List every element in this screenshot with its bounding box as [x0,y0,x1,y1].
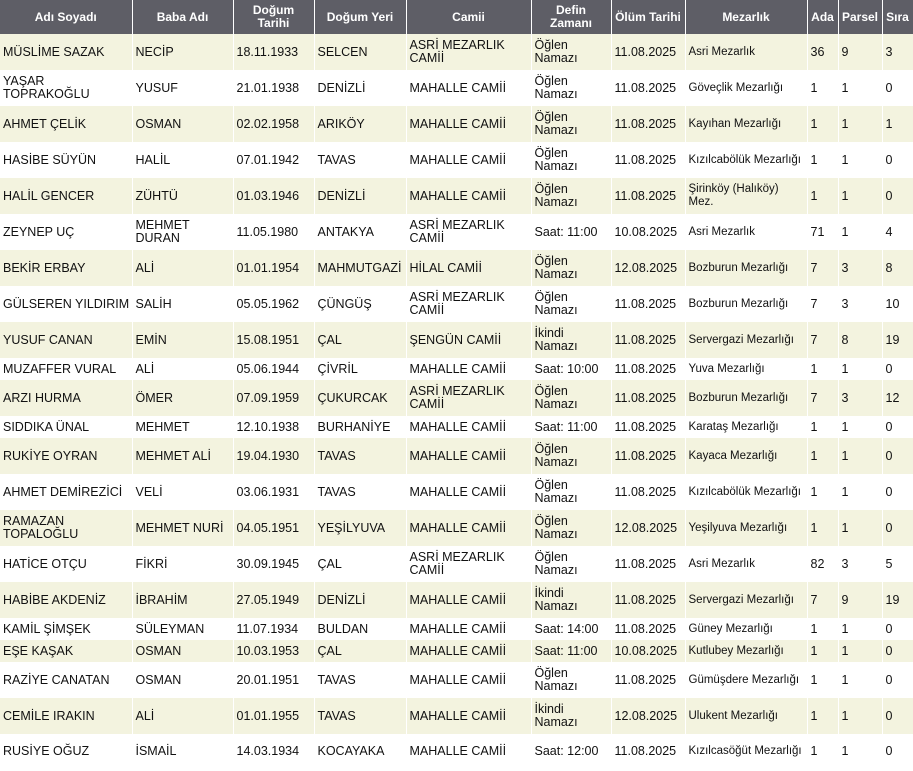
cell-cemetery: Kayaca Mezarlığı [685,438,807,474]
cell-cemetery: Kızılcasöğüt Mezarlığı [685,734,807,768]
cell-burial-time: Saat: 10:00 [531,358,611,380]
col-header-death-date[interactable]: Ölüm Tarihi [611,0,685,34]
cell-burial-time: Öğlen Namazı [531,34,611,70]
cell-mosque: MAHALLE CAMİİ [406,734,531,768]
cell-block: 1 [807,510,838,546]
cell-parcel: 1 [838,106,882,142]
cell-name: RAZİYE CANATAN [0,662,132,698]
cell-burial-time: Öğlen Namazı [531,178,611,214]
cell-father: İBRAHİM [132,582,233,618]
cell-name: GÜLSEREN YILDIRIM [0,286,132,322]
cell-parcel: 1 [838,510,882,546]
cell-block: 1 [807,734,838,768]
cell-cemetery: Kayıhan Mezarlığı [685,106,807,142]
table-row [0,662,913,698]
cell-birth-date: 19.04.1930 [233,438,314,474]
cell-block: 7 [807,582,838,618]
cell-father: MEHMET NURİ [132,510,233,546]
cell-birth-place: BURHANİYE [314,416,406,438]
cell-block: 1 [807,70,838,106]
cell-birth-place: TAVAS [314,662,406,698]
cell-cemetery: Güney Mezarlığı [685,618,807,640]
cell-block: 7 [807,322,838,358]
cell-birth-place: KOCAYAKA [314,734,406,768]
col-header-birth-date[interactable]: Doğum Tarihi [233,0,314,34]
cell-row: 0 [882,640,913,662]
cell-death-date: 12.08.2025 [611,698,685,734]
cell-death-date: 11.08.2025 [611,322,685,358]
cell-row: 0 [882,662,913,698]
table-row [0,70,913,106]
cell-burial-time: İkindi Namazı [531,322,611,358]
cell-parcel: 1 [838,474,882,510]
cell-parcel: 1 [838,438,882,474]
table-row [0,546,913,582]
cell-mosque: MAHALLE CAMİİ [406,358,531,380]
cell-cemetery: Asri Mezarlık [685,34,807,70]
cell-cemetery: Yeşilyuva Mezarlığı [685,510,807,546]
cell-birth-date: 20.01.1951 [233,662,314,698]
cell-name: RUSİYE OĞUZ [0,734,132,768]
cell-father: ZÜHTÜ [132,178,233,214]
table-row [0,106,913,142]
cell-cemetery: Gümüşdere Mezarlığı [685,662,807,698]
cell-death-date: 11.08.2025 [611,286,685,322]
cell-birth-place: ARIKÖY [314,106,406,142]
cell-death-date: 11.08.2025 [611,416,685,438]
cell-cemetery: Servergazi Mezarlığı [685,582,807,618]
cell-death-date: 11.08.2025 [611,618,685,640]
cell-birth-place: TAVAS [314,438,406,474]
cell-mosque: MAHALLE CAMİİ [406,178,531,214]
cell-birth-date: 27.05.1949 [233,582,314,618]
col-header-cemetery[interactable]: Mezarlık [685,0,807,34]
cell-father: İSMAİL [132,734,233,768]
cell-burial-time: Öğlen Namazı [531,510,611,546]
cell-burial-time: Öğlen Namazı [531,106,611,142]
cell-mosque: ASRİ MEZARLIK CAMİİ [406,286,531,322]
cell-name: ARZI HURMA [0,380,132,416]
cell-parcel: 1 [838,358,882,380]
cell-birth-date: 07.09.1959 [233,380,314,416]
cell-death-date: 11.08.2025 [611,178,685,214]
cell-row: 0 [882,510,913,546]
cell-mosque: ŞENGÜN CAMİİ [406,322,531,358]
cell-father: YUSUF [132,70,233,106]
cell-burial-time: Öğlen Namazı [531,70,611,106]
cell-birth-date: 01.01.1955 [233,698,314,734]
cell-row: 19 [882,582,913,618]
cell-birth-place: ÇAL [314,640,406,662]
cell-birth-date: 11.07.1934 [233,618,314,640]
table-row [0,250,913,286]
cell-birth-place: ÇAL [314,546,406,582]
table-row [0,640,913,662]
cell-block: 1 [807,698,838,734]
cell-birth-date: 01.01.1954 [233,250,314,286]
cell-cemetery: Servergazi Mezarlığı [685,322,807,358]
cell-birth-date: 10.03.1953 [233,640,314,662]
cell-name: ZEYNEP UÇ [0,214,132,250]
cell-parcel: 8 [838,322,882,358]
cell-birth-date: 18.11.1933 [233,34,314,70]
cell-mosque: MAHALLE CAMİİ [406,662,531,698]
cell-block: 1 [807,416,838,438]
cell-name: MÜSLİME SAZAK [0,34,132,70]
cell-mosque: MAHALLE CAMİİ [406,416,531,438]
cell-father: SÜLEYMAN [132,618,233,640]
cell-father: HALİL [132,142,233,178]
table-row [0,214,913,250]
cell-block: 7 [807,250,838,286]
cell-name: KAMİL ŞİMŞEK [0,618,132,640]
cell-burial-time: Öğlen Namazı [531,546,611,582]
cell-row: 5 [882,546,913,582]
cell-name: YUSUF CANAN [0,322,132,358]
col-header-mosque[interactable]: Camii [406,0,531,34]
cell-mosque: MAHALLE CAMİİ [406,618,531,640]
cell-birth-place: TAVAS [314,474,406,510]
cell-mosque: ASRİ MEZARLIK CAMİİ [406,214,531,250]
cell-birth-place: ANTAKYA [314,214,406,250]
cell-name: HATİCE OTÇU [0,546,132,582]
cell-mosque: MAHALLE CAMİİ [406,70,531,106]
cell-name: RAMAZAN TOPALOĞLU [0,510,132,546]
cell-block: 1 [807,178,838,214]
col-header-block[interactable]: Ada [807,0,838,34]
cell-birth-place: DENİZLİ [314,582,406,618]
cell-cemetery: Asri Mezarlık [685,546,807,582]
cell-birth-place: BULDAN [314,618,406,640]
cell-row: 1 [882,106,913,142]
cell-birth-date: 30.09.1945 [233,546,314,582]
cell-name: YAŞAR TOPRAKOĞLU [0,70,132,106]
cell-burial-time: Saat: 11:00 [531,640,611,662]
table-row [0,582,913,618]
cell-parcel: 1 [838,734,882,768]
cell-death-date: 12.08.2025 [611,250,685,286]
cell-death-date: 11.08.2025 [611,582,685,618]
cell-death-date: 10.08.2025 [611,640,685,662]
cell-row: 10 [882,286,913,322]
cell-father: EMİN [132,322,233,358]
cell-parcel: 3 [838,380,882,416]
cell-row: 0 [882,178,913,214]
cell-parcel: 1 [838,618,882,640]
cell-father: ALİ [132,698,233,734]
cell-row: 12 [882,380,913,416]
cell-parcel: 1 [838,214,882,250]
table-row [0,178,913,214]
cell-birth-date: 07.01.1942 [233,142,314,178]
cell-death-date: 11.08.2025 [611,34,685,70]
cell-burial-time: İkindi Namazı [531,582,611,618]
cell-death-date: 11.08.2025 [611,106,685,142]
cell-row: 0 [882,438,913,474]
cell-parcel: 1 [838,142,882,178]
cell-burial-time: Saat: 14:00 [531,618,611,640]
table-row [0,380,913,416]
cell-cemetery: Şirinköy (Halıköy) Mez. [685,178,807,214]
cell-father: ÖMER [132,380,233,416]
cell-block: 36 [807,34,838,70]
cell-father: MEHMET [132,416,233,438]
cell-parcel: 1 [838,178,882,214]
cell-cemetery: Kızılcabölük Mezarlığı [685,474,807,510]
cell-birth-date: 03.06.1931 [233,474,314,510]
cell-row: 0 [882,474,913,510]
cell-death-date: 11.08.2025 [611,70,685,106]
cell-cemetery: Bozburun Mezarlığı [685,380,807,416]
cell-row: 19 [882,322,913,358]
cell-block: 1 [807,358,838,380]
cell-death-date: 11.08.2025 [611,358,685,380]
cell-mosque: ASRİ MEZARLIK CAMİİ [406,380,531,416]
cell-father: OSMAN [132,640,233,662]
cell-father: MEHMET ALİ [132,438,233,474]
cell-mosque: MAHALLE CAMİİ [406,698,531,734]
cell-block: 1 [807,474,838,510]
cell-burial-time: Saat: 12:00 [531,734,611,768]
cell-name: HASİBE SÜYÜN [0,142,132,178]
cell-mosque: MAHALLE CAMİİ [406,582,531,618]
cell-block: 1 [807,662,838,698]
table-row [0,618,913,640]
table-row [0,438,913,474]
cell-row: 0 [882,698,913,734]
col-header-father[interactable]: Baba Adı [132,0,233,34]
cell-death-date: 11.08.2025 [611,474,685,510]
cell-burial-time: Öğlen Namazı [531,474,611,510]
cell-block: 1 [807,106,838,142]
col-header-row[interactable]: Sıra [882,0,913,34]
cell-mosque: MAHALLE CAMİİ [406,474,531,510]
cell-row: 4 [882,214,913,250]
col-header-birth-place[interactable]: Doğum Yeri [314,0,406,34]
table-row [0,416,913,438]
cell-row: 0 [882,142,913,178]
cell-burial-time: Öğlen Namazı [531,286,611,322]
cell-parcel: 3 [838,250,882,286]
cell-burial-time: Öğlen Namazı [531,380,611,416]
col-header-burial-time[interactable]: Defin Zamanı [531,0,611,34]
cell-parcel: 1 [838,662,882,698]
cell-birth-place: ÇİVRİL [314,358,406,380]
cell-death-date: 11.08.2025 [611,546,685,582]
cell-mosque: HİLAL CAMİİ [406,250,531,286]
cell-death-date: 11.08.2025 [611,662,685,698]
cell-birth-date: 15.08.1951 [233,322,314,358]
cell-birth-date: 05.06.1944 [233,358,314,380]
cell-parcel: 3 [838,286,882,322]
cell-father: FİKRİ [132,546,233,582]
cell-block: 71 [807,214,838,250]
cell-birth-date: 14.03.1934 [233,734,314,768]
cell-name: MUZAFFER VURAL [0,358,132,380]
cell-parcel: 9 [838,582,882,618]
table-row [0,474,913,510]
cell-parcel: 1 [838,640,882,662]
cell-father: VELİ [132,474,233,510]
cell-cemetery: Bozburun Mezarlığı [685,250,807,286]
cell-father: OSMAN [132,662,233,698]
cell-row: 0 [882,358,913,380]
cell-birth-place: SELCEN [314,34,406,70]
cell-name: RUKİYE OYRAN [0,438,132,474]
cell-row: 0 [882,618,913,640]
cell-mosque: ASRİ MEZARLIK CAMİİ [406,34,531,70]
cell-name: HABİBE AKDENİZ [0,582,132,618]
cell-cemetery: Kızılcabölük Mezarlığı [685,142,807,178]
cell-parcel: 3 [838,546,882,582]
cell-death-date: 11.08.2025 [611,438,685,474]
cell-burial-time: Saat: 11:00 [531,416,611,438]
col-header-name[interactable]: Adı Soyadı [0,0,132,34]
cell-birth-place: TAVAS [314,698,406,734]
cell-death-date: 11.08.2025 [611,734,685,768]
cell-birth-date: 01.03.1946 [233,178,314,214]
cell-name: EŞE KAŞAK [0,640,132,662]
cell-block: 1 [807,438,838,474]
cell-row: 0 [882,70,913,106]
cell-mosque: MAHALLE CAMİİ [406,438,531,474]
cell-row: 0 [882,734,913,768]
cell-mosque: MAHALLE CAMİİ [406,142,531,178]
table-row [0,34,913,70]
cell-birth-date: 11.05.1980 [233,214,314,250]
table-row [0,698,913,734]
cell-name: SIDDIKA ÜNAL [0,416,132,438]
cell-father: ALİ [132,250,233,286]
cell-row: 0 [882,416,913,438]
col-header-parcel[interactable]: Parsel [838,0,882,34]
cell-birth-date: 05.05.1962 [233,286,314,322]
cell-birth-place: MAHMUTGAZİ [314,250,406,286]
cell-block: 1 [807,618,838,640]
cell-cemetery: Asri Mezarlık [685,214,807,250]
cell-father: ALİ [132,358,233,380]
cell-father: SALİH [132,286,233,322]
cell-father: MEHMET DURAN [132,214,233,250]
cell-birth-place: DENİZLİ [314,178,406,214]
cell-row: 3 [882,34,913,70]
cell-death-date: 10.08.2025 [611,214,685,250]
cell-birth-place: TAVAS [314,142,406,178]
table-row [0,510,913,546]
cell-block: 1 [807,142,838,178]
table-row [0,142,913,178]
cell-mosque: MAHALLE CAMİİ [406,510,531,546]
cell-burial-time: Öğlen Namazı [531,250,611,286]
header-row [0,0,913,34]
cell-name: BEKİR ERBAY [0,250,132,286]
cell-parcel: 1 [838,698,882,734]
cell-cemetery: Karataş Mezarlığı [685,416,807,438]
cell-parcel: 1 [838,70,882,106]
cell-name: HALİL GENCER [0,178,132,214]
cell-birth-place: YEŞİLYUVA [314,510,406,546]
cell-cemetery: Ulukent Mezarlığı [685,698,807,734]
cell-cemetery: Yuva Mezarlığı [685,358,807,380]
cell-block: 1 [807,640,838,662]
cell-burial-time: Öğlen Namazı [531,662,611,698]
cell-mosque: ASRİ MEZARLIK CAMİİ [406,546,531,582]
cell-birth-date: 12.10.1938 [233,416,314,438]
table-row [0,734,913,768]
cell-row: 8 [882,250,913,286]
cell-birth-place: ÇUKURCAK [314,380,406,416]
table-row [0,358,913,380]
cell-death-date: 12.08.2025 [611,510,685,546]
cell-death-date: 11.08.2025 [611,142,685,178]
cell-birth-place: ÇAL [314,322,406,358]
cell-cemetery: Göveçlik Mezarlığı [685,70,807,106]
cell-name: AHMET ÇELİK [0,106,132,142]
cell-parcel: 1 [838,416,882,438]
cell-burial-time: Öğlen Namazı [531,438,611,474]
cell-father: NECİP [132,34,233,70]
cell-name: AHMET DEMİREZİCİ [0,474,132,510]
cell-cemetery: Kutlubey Mezarlığı [685,640,807,662]
cell-block: 7 [807,380,838,416]
cell-block: 7 [807,286,838,322]
cell-cemetery: Bozburun Mezarlığı [685,286,807,322]
cell-burial-time: Saat: 11:00 [531,214,611,250]
cell-death-date: 11.08.2025 [611,380,685,416]
cell-name: CEMİLE IRAKIN [0,698,132,734]
cell-birth-date: 04.05.1951 [233,510,314,546]
cell-mosque: MAHALLE CAMİİ [406,106,531,142]
cell-burial-time: İkindi Namazı [531,698,611,734]
cell-birth-date: 21.01.1938 [233,70,314,106]
cell-block: 82 [807,546,838,582]
table-row [0,322,913,358]
cell-mosque: MAHALLE CAMİİ [406,640,531,662]
cell-father: OSMAN [132,106,233,142]
cell-birth-place: DENİZLİ [314,70,406,106]
cell-burial-time: Öğlen Namazı [531,142,611,178]
table-row [0,286,913,322]
cell-birth-place: ÇÜNGÜŞ [314,286,406,322]
cell-parcel: 9 [838,34,882,70]
cell-birth-date: 02.02.1958 [233,106,314,142]
